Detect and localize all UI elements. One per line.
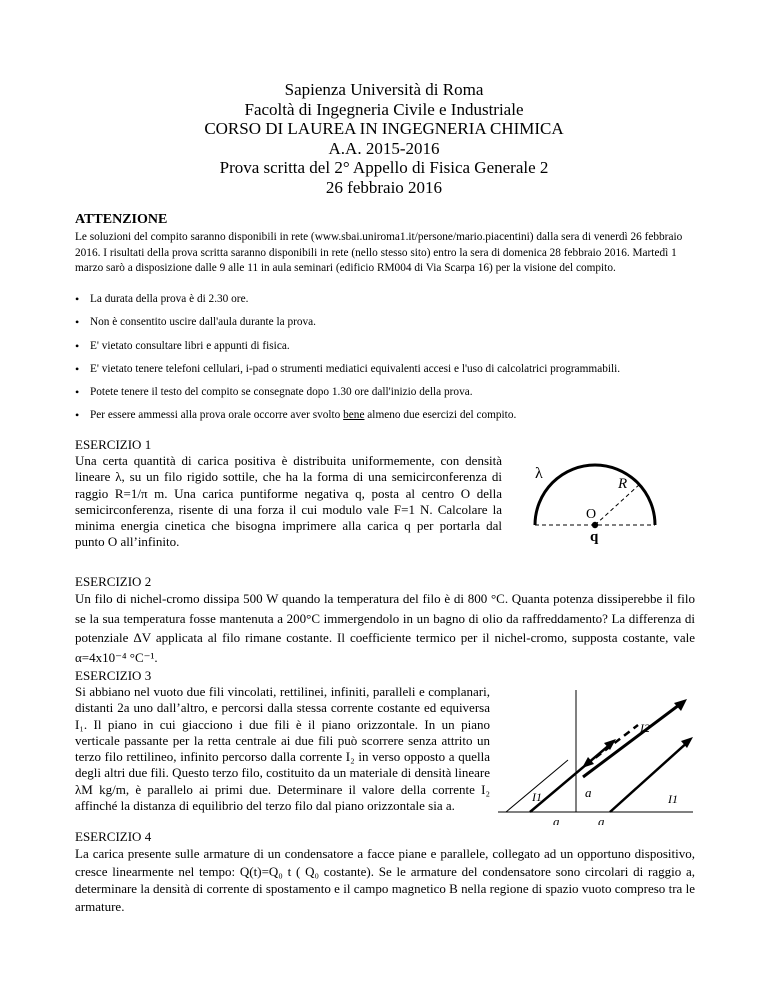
exercise-1-title: ESERCIZIO 1 [75,437,152,452]
radius-label: R [618,476,628,492]
exercise-4-title: ESERCIZIO 4 [75,829,152,844]
bullet-icon: • [75,338,80,353]
document-header [0,80,768,197]
label-i1-right: I1 [668,792,678,806]
wire-i2-top [583,702,683,777]
rule-item: • E' vietato consultare libri e appunti di fisica. [75,338,290,353]
left-plane-edge [506,760,568,812]
university-name: Sapienza Università di Roma [284,80,484,99]
exercise-3-title: ESERCIZIO 3 [75,668,152,683]
faculty-name: Facoltà di Ingegneria Civile e Industriale [244,99,524,119]
arrow-i2-top-icon [674,699,687,711]
bullet-icon: • [75,361,80,376]
rule-item: • Non è consentito uscire dall'aula durante la prova. [75,315,317,330]
exam-date: 26 febbraio 2016 [325,177,443,197]
label-i1-left: I1 [532,790,542,804]
bullet-icon: • [75,292,80,306]
label-a-left: a [553,814,560,825]
charge-label: q [590,529,599,545]
academic-year: A.A. 2015-2016 [328,138,440,158]
exercise-4-text: La carica presente sulle armature di un condensatore a facce piane e parallele, collegato ad un opportuno dispositivo, cresce linearmente nel tempo: Q(t)=Q₀ t ( Q₀ costante). Se le armature del condensatore sono circolari di raggio a, determinare la densità di corrente di spostamento e il campo magnetico B nella regione di spazio vuoto compreso tra le armature. [75,846,695,914]
attention-text: Le soluzioni del compito saranno disponibili in rete (www.sbai.uniroma1.it/persone/mario.piacentini) dalla sera di venerdì 26 febbraio 2016. I risultati della prova scritta saranno disponibili in rete (nello stesso sito) entro la sera di domenica 28 febbraio 2016. Martedì 1 marzo sarò a disposizione dalle 9 alle 11 in aula seminari (edificio RM004 di Via Scarpa 16) per la visione del compito. [75,231,683,274]
bullet-icon: • [75,385,80,400]
rule-item: • Potete tenere il testo del compito se consegnate dopo 1.30 ore dall'inizio della prova. [75,385,473,400]
rule-item: • La durata della prova è di 2.30 ore. [75,292,249,306]
attention-title: ATTENZIONE [75,212,168,227]
exercise-2-text: Un filo di nichel-cromo dissipa 500 W quando la temperatura del filo è di 800 °C. Quanta potenza dissiperebbe il filo se la sua temperatura fosse mantenuta a 200°C immergendolo in un bagno di olio da raffreddamento? La differenza di potenziale ΔV applicata al filo rimane costante. Il coefficiente termico per il nichel-cromo, supposta costante, vale α=4x10⁻⁴ °C⁻¹. [75,591,695,665]
charge-point [592,522,598,528]
exercise-3-text: Si abbiano nel vuoto due fili vincolati, rettilinei, infiniti, paralleli e complanari, distanti 2a uno dall’altro, e percorsi dalla stessa corrente costante ed equiversa I₁. Il piano in cui giacciono i due fili è il piano orizzontale. In un piano verticale passante per la retta centrale ai due fili può scorrere senza attrito un terzo filo rettilineo, infinito percorso dalla corrente I₂ in verso opposto a quella degli altri due fili. Questo terzo filo, costituito da un materiale di densità lineare λM kg/m, è parallelo ai primi due. Determinare il valore della corrente I₂ affinché la distanza di equilibrio del terzo filo dal piano orizzontale sia a. [75,684,490,814]
degree-course: CORSO DI LAUREA IN INGEGNERIA CHIMICA [204,119,564,138]
wire-i1-right [610,740,690,812]
label-i2: I2 [640,721,650,735]
rule-item: • E' vietato tenere telefoni cellulari, i-pad o strumenti mediatici equivalenti accesi e l'uso di calcolatrici programmabili. [75,361,621,376]
exercise-1-text: Una certa quantità di carica positiva è distribuita uniformemente, con densità lineare λ, su un filo rigido sottile, che ha la forma di una semicirconferenza di raggio R=1/π m. Una carica puntiforme negativa q, posta al centro O della semicirconferenza, risente di una forza il cui modulo vale F=1 N. Calcolare la minima energia cinetica che bisogna imprimere alla carica q per portarla dal punto O all’infinito. [75,453,502,550]
lambda-label: λ [535,465,543,482]
exercise-2-title: ESERCIZIO 2 [75,574,152,589]
wire-i1-left [530,742,613,812]
rules-list [75,293,735,433]
bullet-icon: • [75,315,80,330]
exercise-1-figure [520,450,670,545]
label-a-vertical: a [585,785,592,800]
exam-title: Prova scritta del 2° Appello di Fisica Generale 2 [219,158,549,177]
exercise-3-figure [498,690,698,825]
rule-item: • Per essere ammessi alla prova orale occorre aver svolto bene almeno due esercizi del compito. [75,408,517,423]
center-label: O [586,507,597,522]
label-a-right: a [598,814,605,825]
bullet-icon: • [75,408,80,423]
